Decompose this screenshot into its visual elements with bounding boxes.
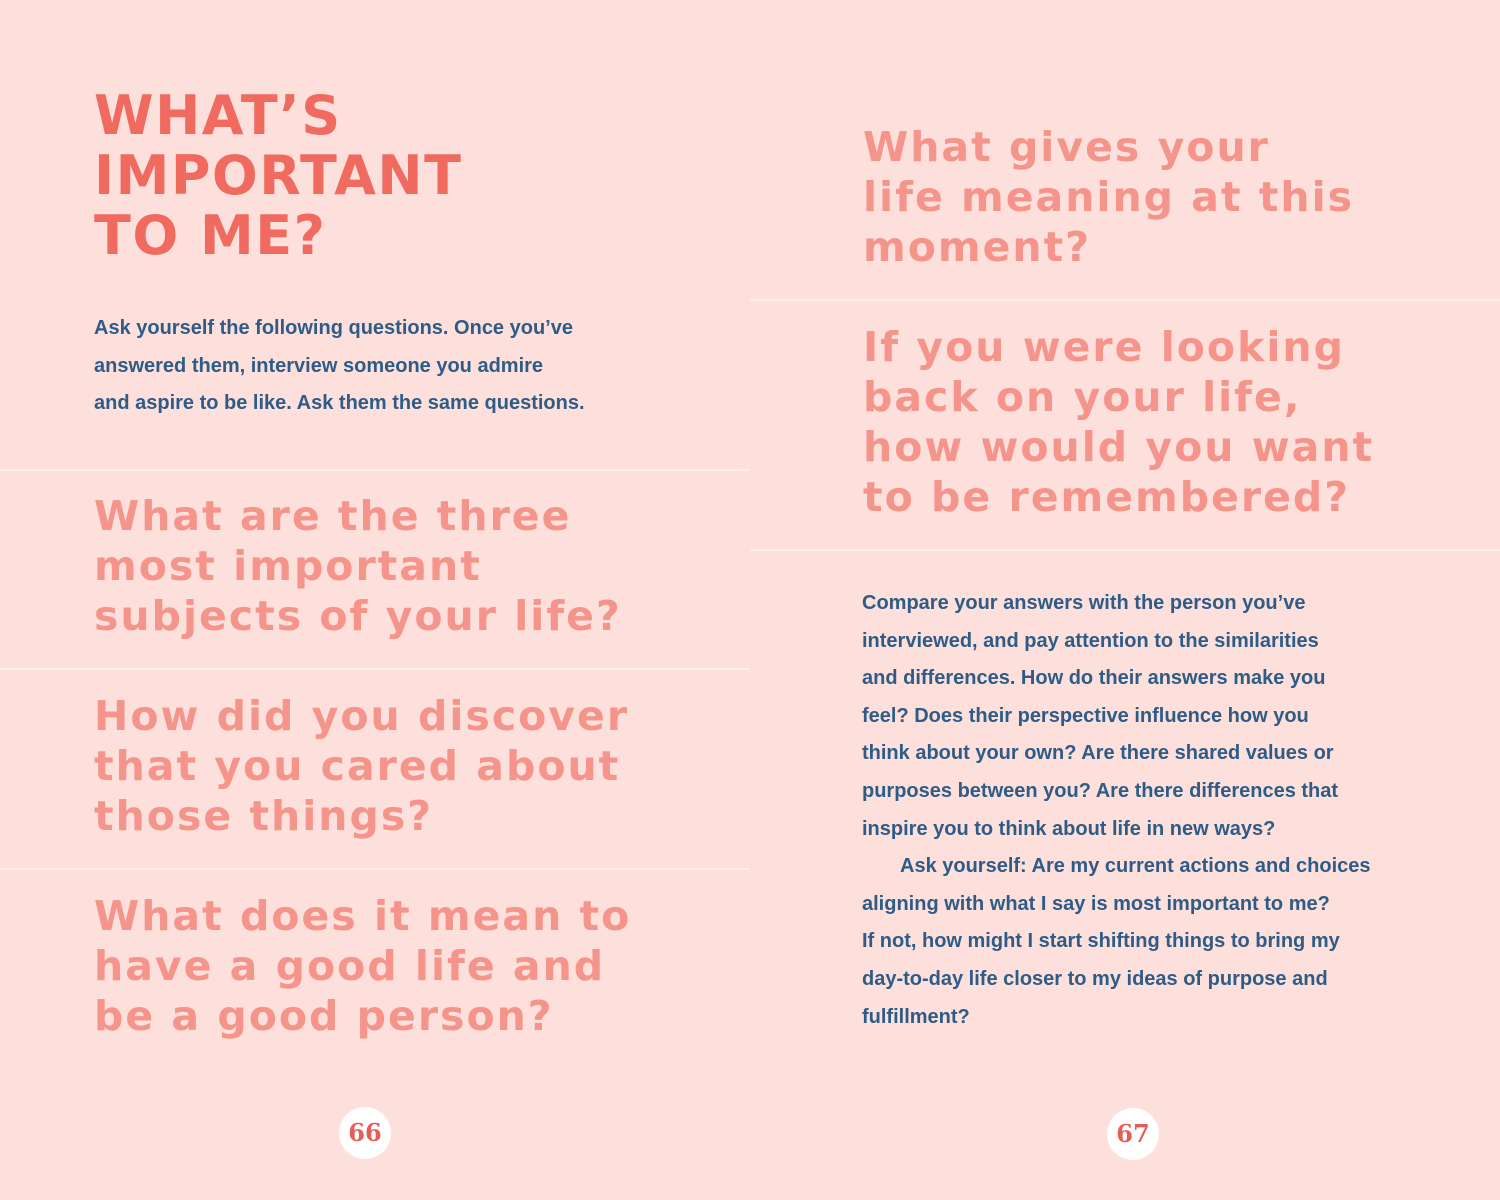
intro-line: and aspire to be like. Ask them the same questions.	[94, 392, 585, 415]
outro-line: interviewed, and pay attention to the similarities	[862, 629, 1319, 652]
question-line: If you were looking	[863, 323, 1345, 371]
question-line: have a good life and	[94, 942, 606, 990]
question-remembered	[863, 322, 1374, 522]
question-line: How did you discover	[94, 692, 630, 740]
question-line: What gives your	[863, 123, 1270, 171]
section-divider	[0, 868, 750, 870]
outro-paragraph	[862, 585, 1371, 1036]
question-line: be a good person?	[94, 992, 554, 1040]
outro-line: Compare your answers with the person you’ve	[862, 592, 1306, 614]
question-line: to be remembered?	[863, 473, 1351, 521]
outro-line: think about your own? Are there shared values or	[862, 742, 1334, 765]
section-divider	[750, 549, 1500, 551]
question-line: how would you want	[863, 423, 1375, 471]
section-divider	[0, 668, 750, 670]
outro-line: inspire you to think about life in new ways?	[862, 817, 1276, 840]
section-divider	[0, 469, 750, 471]
title-line: TO ME?	[94, 204, 327, 267]
question-line: back on your life,	[863, 373, 1302, 421]
outro-line: and differences. How do their answers make you	[862, 667, 1326, 690]
outro-line: If not, how might I start shifting things to bring my	[862, 930, 1340, 953]
page-title	[94, 86, 462, 266]
title-line: IMPORTANT	[94, 144, 463, 207]
title-line: WHAT’S	[94, 84, 342, 147]
question-meaning	[863, 122, 1354, 272]
question-discover	[94, 691, 629, 841]
intro-paragraph	[94, 310, 585, 423]
question-line: most important	[94, 542, 482, 590]
intro-line: Ask yourself the following questions. Once you’ve	[94, 317, 573, 339]
outro-line: day-to-day life closer to my ideas of purpose and	[862, 967, 1328, 990]
section-divider	[750, 299, 1500, 301]
question-line: those things?	[94, 792, 434, 840]
question-line: What are the three	[94, 492, 572, 540]
outro-line: Ask yourself: Are my current actions and choices	[900, 855, 1371, 878]
outro-line: fulfillment?	[862, 1005, 970, 1028]
intro-line: answered them, interview someone you admire	[94, 354, 544, 377]
question-line: What does it mean to	[94, 892, 632, 940]
question-line: life meaning at this	[863, 173, 1355, 221]
question-line: subjects of your life?	[94, 592, 622, 640]
question-line: that you cared about	[94, 742, 621, 790]
outro-line: feel? Does their perspective influence how you	[862, 704, 1309, 727]
page-number: 66	[339, 1107, 391, 1159]
outro-line: aligning with what I say is most important to me?	[862, 892, 1330, 915]
question-good-life	[94, 891, 631, 1041]
page-number: 67	[1107, 1108, 1159, 1160]
question-line: moment?	[863, 223, 1091, 271]
outro-line: purposes between you? Are there differences that	[862, 779, 1339, 802]
question-subjects	[94, 491, 622, 641]
